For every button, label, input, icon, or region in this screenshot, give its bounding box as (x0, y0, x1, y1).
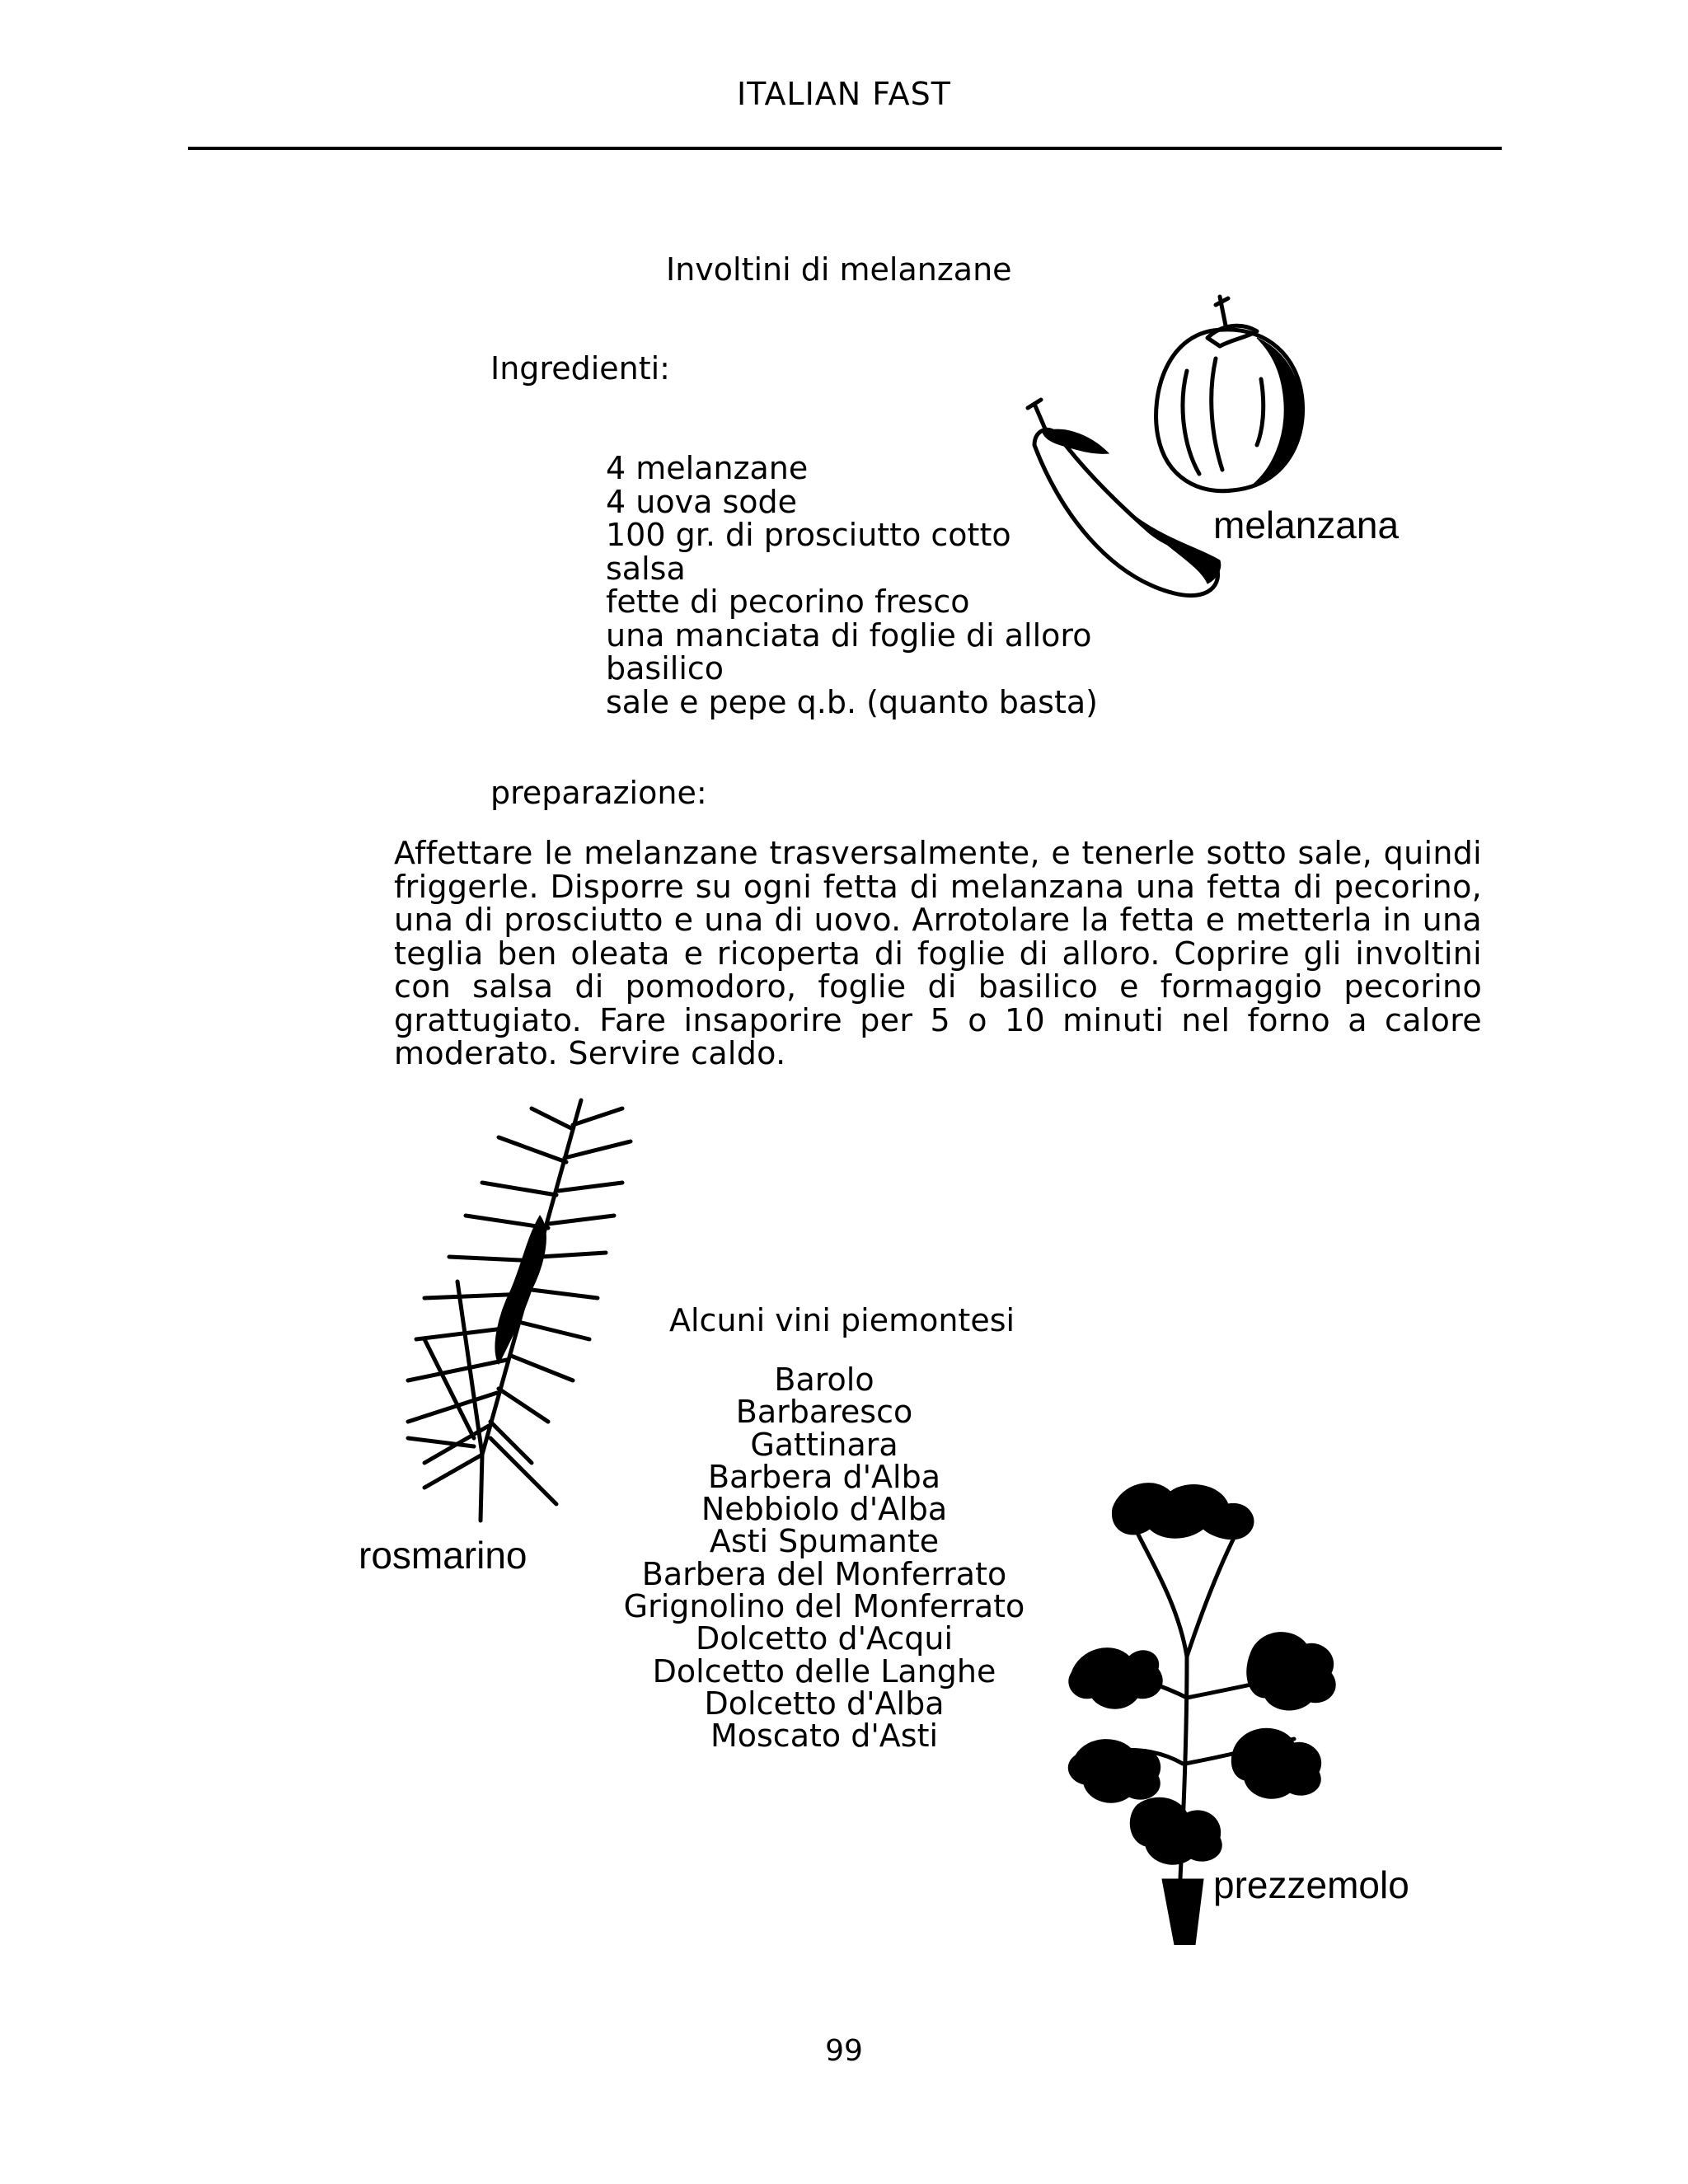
wine-item: Dolcetto d'Acqui (695, 1620, 953, 1657)
wine-item: Dolcetto d'Alba (704, 1685, 945, 1722)
wine-item: Moscato d'Asti (710, 1718, 939, 1755)
ingredient-item: fette di pecorino fresco (606, 583, 970, 620)
page-number: 99 (825, 2034, 863, 2068)
wines-title: Alcuni vini piemontesi (669, 1302, 1015, 1338)
running-header: ITALIAN FAST (736, 76, 952, 112)
recipe-title: Involtini di melanzane (666, 251, 1012, 288)
wine-item: Nebbiolo d'Alba (701, 1491, 948, 1528)
ingredient-item: sale e pepe q.b. (quanto basta) (606, 683, 1098, 720)
ingredient-item: 4 melanzane (606, 450, 809, 486)
eggplant-caption: melanzana (1213, 504, 1400, 546)
wine-item: Gattinara (750, 1426, 898, 1463)
parsley-caption: prezzemolo (1213, 1863, 1409, 1906)
wines-list (577, 1361, 1071, 1755)
rosemary-caption: rosmarino (359, 1534, 528, 1577)
ingredient-item: 100 gr. di prosciutto cotto (606, 517, 1011, 553)
wine-item: Barbaresco (735, 1394, 913, 1431)
ingredient-item: una manciata di foglie di alloro (606, 616, 1092, 654)
ingredient-item: basilico (606, 650, 724, 687)
ingredient-item: salsa (606, 550, 686, 587)
wine-item: Asti Spumante (709, 1523, 940, 1560)
header-rule (188, 147, 1502, 150)
wine-item: Grignolino del Monferrato (623, 1588, 1025, 1625)
wine-item: Barolo (774, 1361, 874, 1398)
preparation-text: Affettare le melanzane trasversalmente, e tenerle sotto sale, quindi friggerle. Disporre su ogni fetta di melanzana una fetta di pecorino, una di prosciutto e una di uovo. Arrotolare la fetta e metterla in una teglia ben oleata e ricoperta di foglie di alloro. Coprire gli involtini con salsa di pomodoro, foglie di basilico e formaggio pecorino grattugiato. Fare insaporire per 5 o 10 minuti nel forno a calore moderato. Servire caldo. (394, 835, 1482, 1071)
ingredient-item: 4 uova sode (606, 483, 797, 520)
preparation-label: preparazione: (490, 775, 707, 811)
wine-item: Barbera d'Alba (708, 1458, 940, 1495)
wine-item: Dolcetto delle Langhe (652, 1652, 996, 1690)
eggplant-illustration (1010, 280, 1356, 626)
ingredients-label: Ingredienti: (490, 350, 670, 387)
wine-item: Barbera del Monferrato (641, 1555, 1007, 1592)
